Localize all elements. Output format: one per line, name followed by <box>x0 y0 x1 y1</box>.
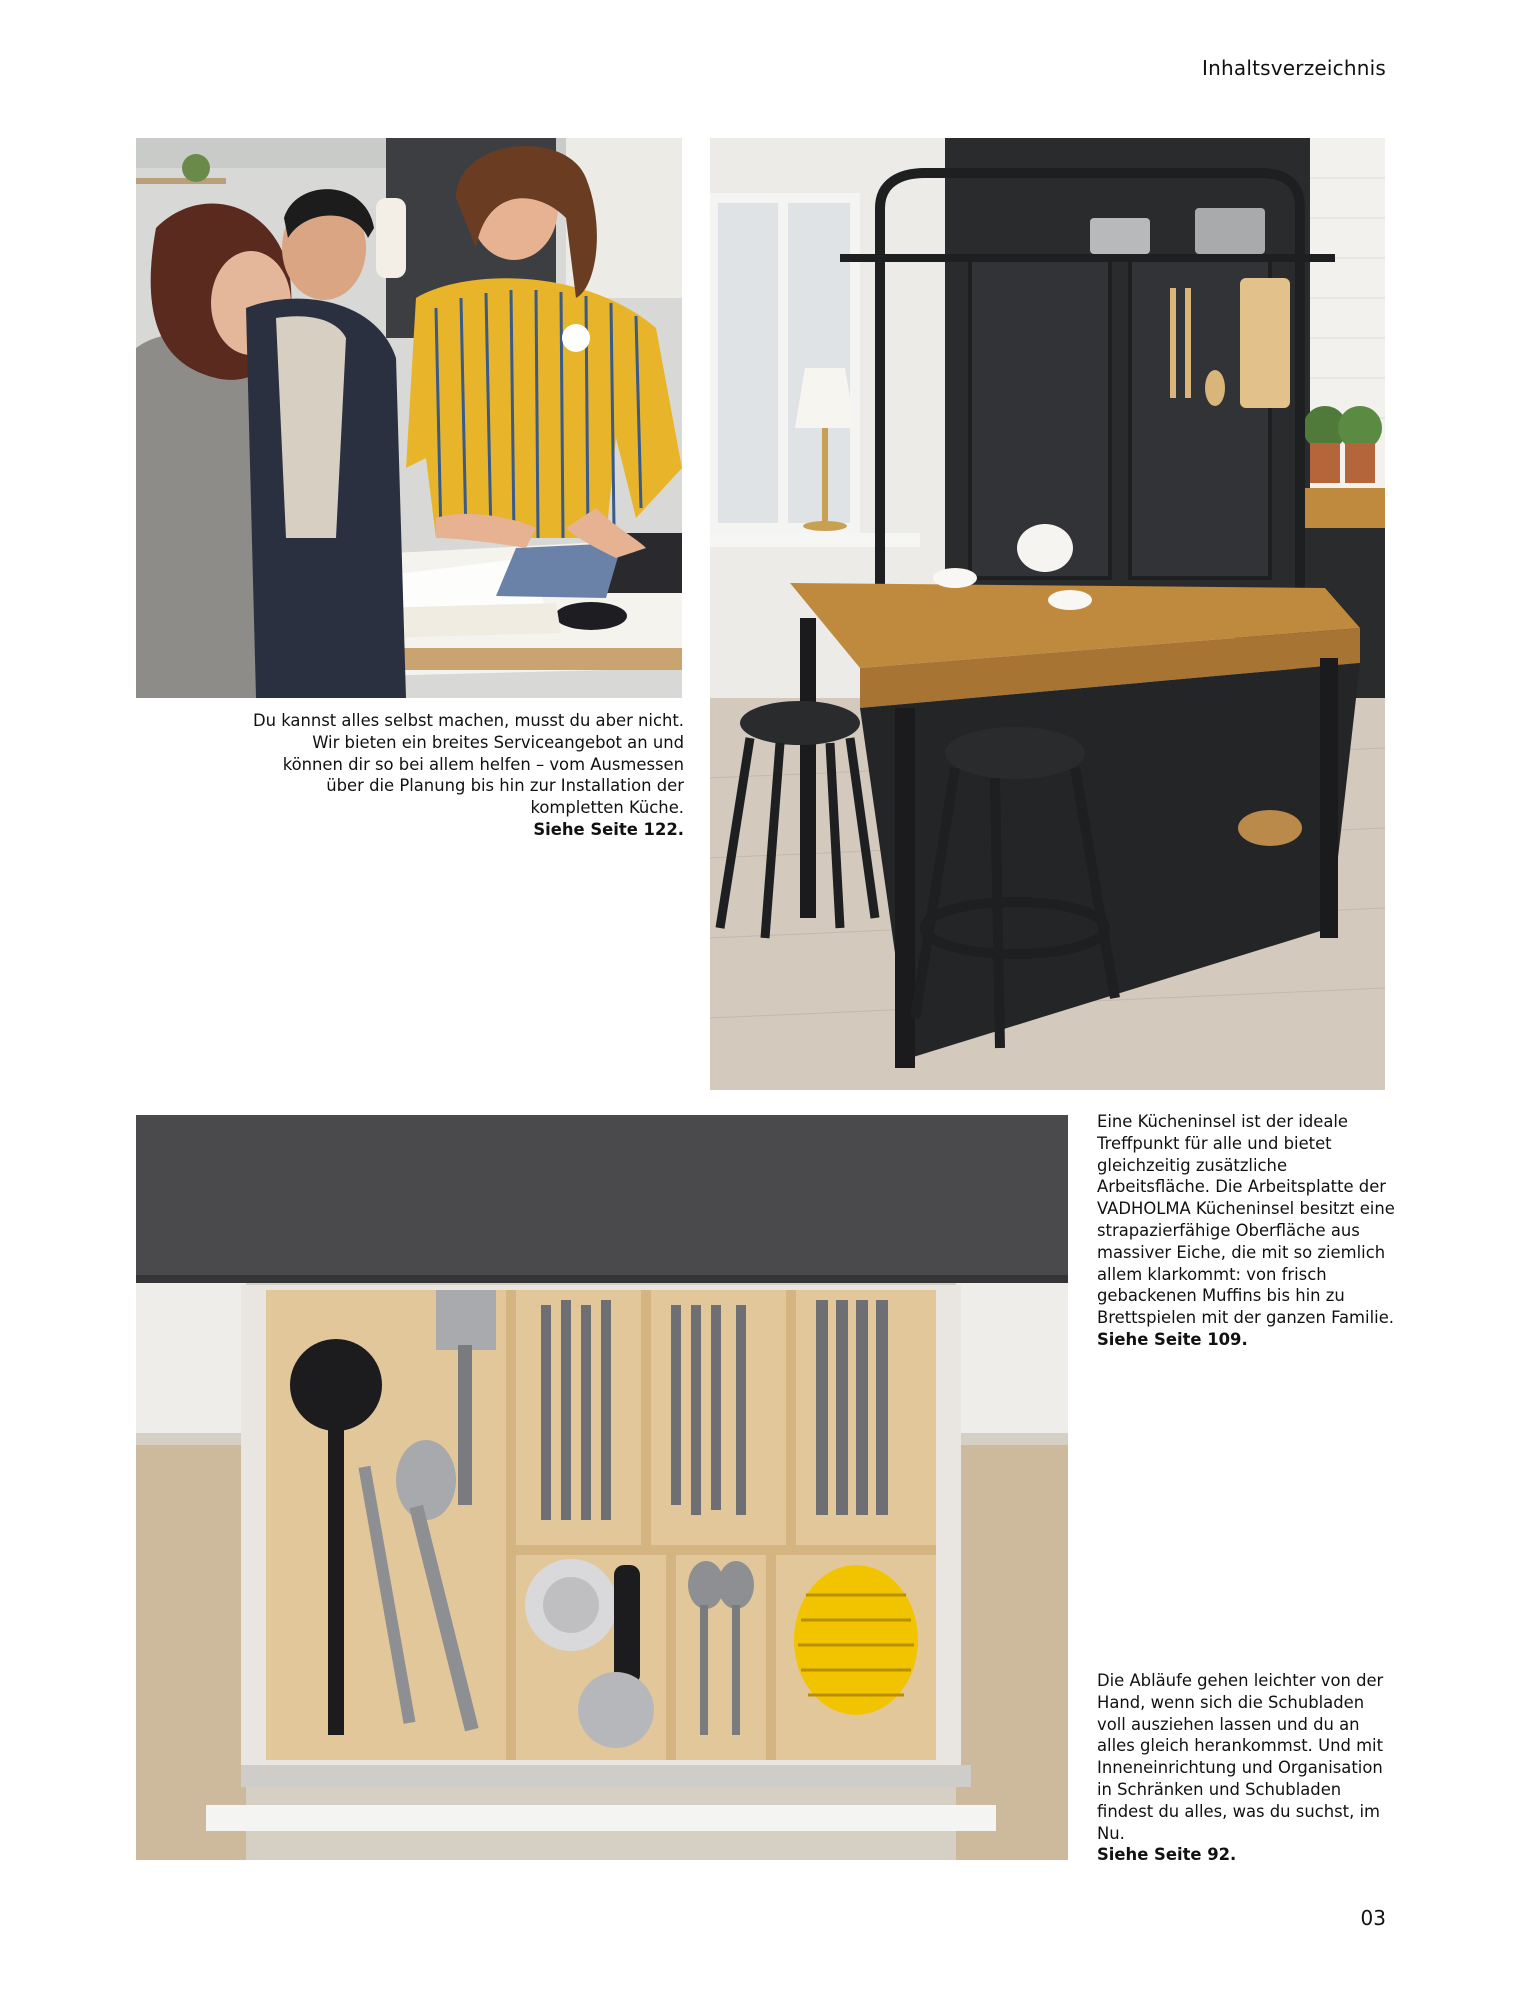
drawer-caption-text: Die Abläufe gehen leichter von der Hand, wenn sich die Schubladen voll ausziehen lassen und du an alles gleich herankommst. Und mit Inneneinrichtung und Organisation in Schränken und Schubladen findest du alles, was du suchst, im Nu. <box>1097 1671 1384 1843</box>
island-caption <box>1097 1111 1397 1351</box>
drawer-page-reference[interactable]: Siehe Seite 92. <box>1097 1845 1237 1865</box>
island-caption-text: Eine Kücheninsel ist der ideale Treffpunkt für alle und bietet gleichzeitig zusätzliche Arbeitsfläche. Die Arbeitsplatte der VADHOLMA Kücheninsel besitzt eine strapazierfähige Oberfläche aus massiver Eiche, die mit so ziemlich allem klarkommt: von frisch gebackenen Muffins bis hin zu Brettspielen mit der ganzen Familie. <box>1097 1112 1395 1328</box>
kitchen-island-photo <box>710 138 1385 1090</box>
page-number: 03 <box>1360 1906 1386 1930</box>
table-of-contents-link[interactable]: Inhaltsverzeichnis <box>1202 56 1386 80</box>
service-caption-text: Du kannst alles selbst machen, musst du aber nicht. Wir bieten ein breites Serviceangebot an und können dir so bei allem helfen – vom Ausmessen über die Planung bis hin zur Installation der kompletten Küche. <box>253 711 684 818</box>
island-page-reference[interactable]: Siehe Seite 109. <box>1097 1329 1248 1349</box>
kitchen-drawer-photo <box>136 1115 1068 1860</box>
service-page-reference[interactable]: Siehe Seite 122. <box>533 819 684 839</box>
drawer-caption <box>1097 1670 1397 1866</box>
service-caption <box>250 710 684 841</box>
service-consultation-photo <box>136 138 682 698</box>
